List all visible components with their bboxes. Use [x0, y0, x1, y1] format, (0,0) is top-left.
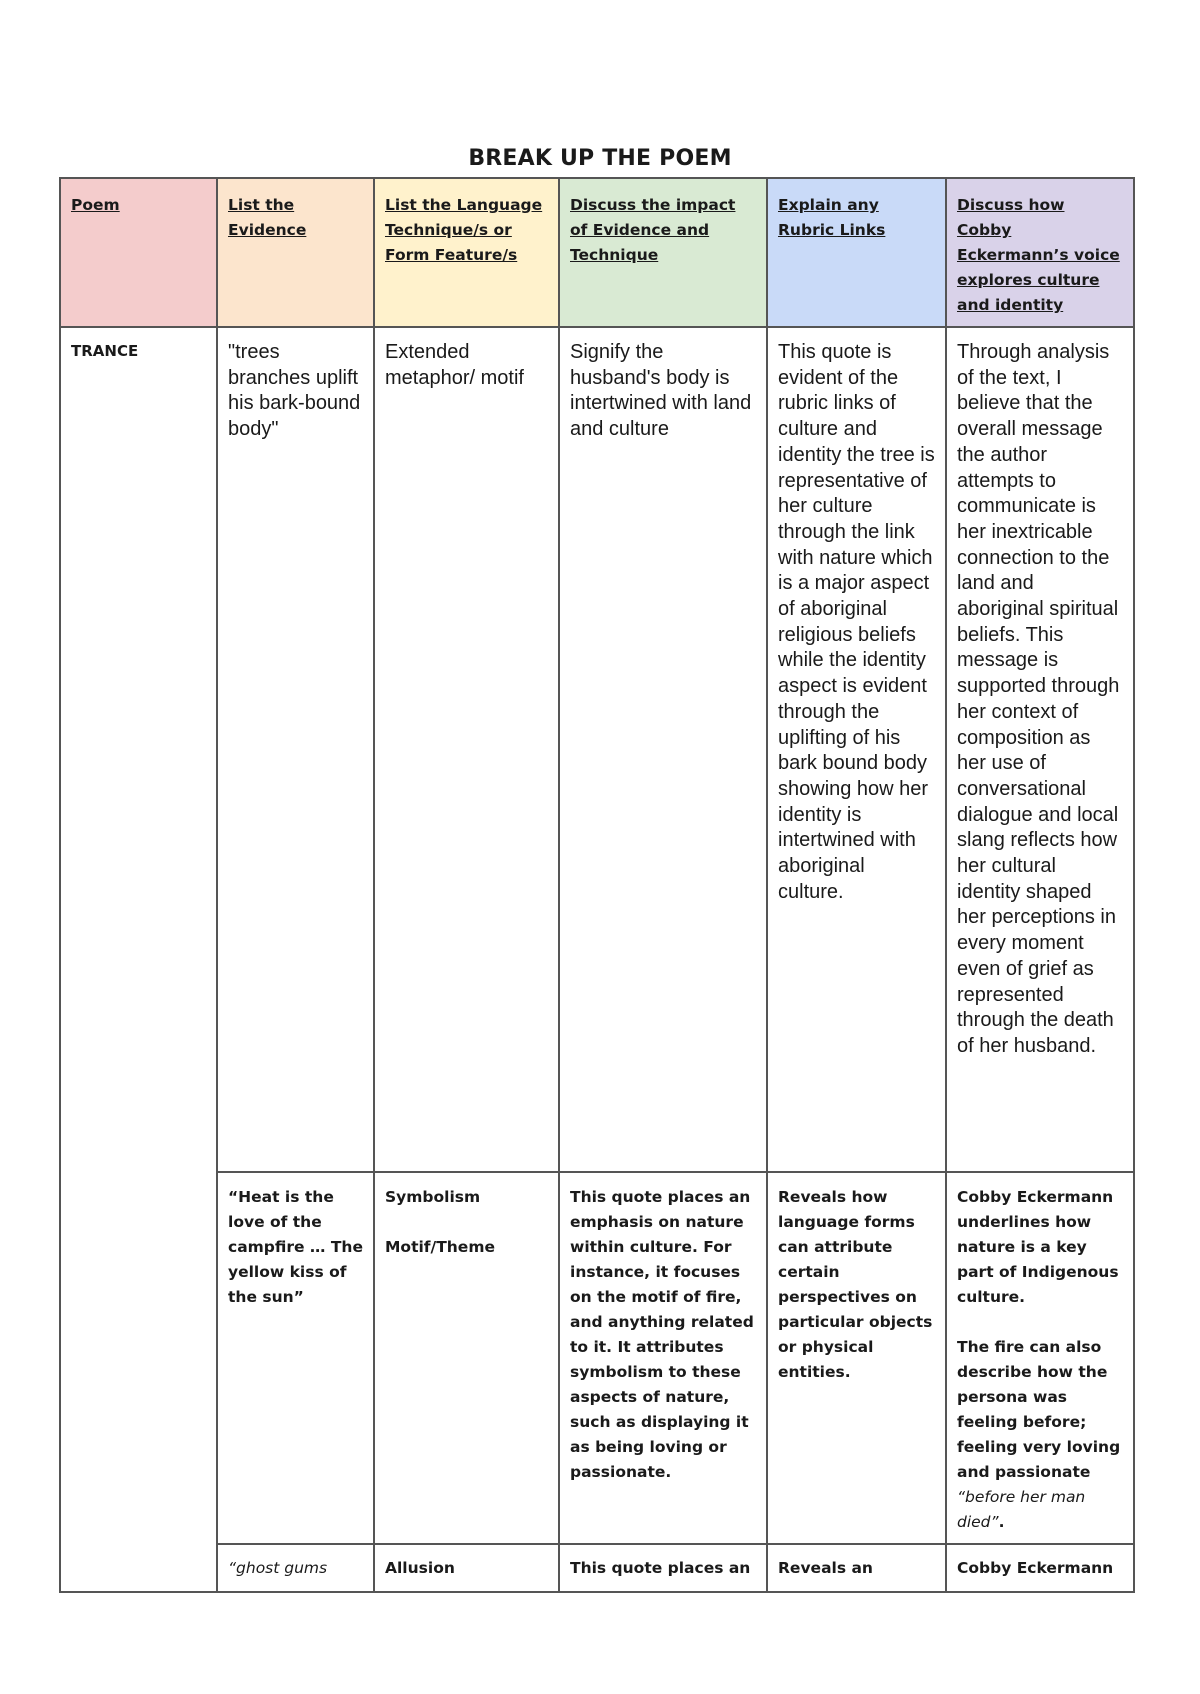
- evidence-cell: "trees branches uplift his bark-bound body": [217, 327, 374, 1172]
- header-rubric: Explain any Rubric Links: [767, 178, 946, 327]
- header-impact: Discuss the impact of Evidence and Technique: [559, 178, 767, 327]
- evidence-text: “Heat is the love of the campfire … The yellow kiss of the sun”: [228, 1188, 363, 1306]
- voice-quote: “before her man died”: [957, 1488, 1086, 1531]
- voice-cell: Cobby Eckermann: [946, 1544, 1134, 1592]
- technique-text: Symbolism: [385, 1188, 481, 1206]
- header-evidence: List the Evidence: [217, 178, 374, 327]
- evidence-text: “ghost gums: [228, 1559, 328, 1577]
- poem-analysis-table: [59, 177, 1135, 1593]
- table-header-row: [60, 178, 1134, 327]
- voice-cell: [946, 1172, 1134, 1544]
- table-row: [60, 327, 1134, 1172]
- voice-cell: Through analysis of the text, I believe that the overall message the author attempts to communicate is her inextricable connection to the land and aboriginal spiritual beliefs. This message is supported through her context of composition as her use of conversational dialogue and local slang reflects how her cultural identity shaped her perceptions in every moment even of grief as represented through the death of her husband.: [946, 327, 1134, 1172]
- rubric-text: Reveals how language forms can attribute certain perspectives on particular objects or physical entities.: [778, 1188, 933, 1381]
- header-poem: Poem: [60, 178, 217, 327]
- voice-text: [957, 1335, 1123, 1535]
- table-row: [60, 1172, 1134, 1544]
- rubric-cell: Reveals an: [767, 1544, 946, 1592]
- evidence-cell: [217, 1172, 374, 1544]
- technique-cell: Allusion: [374, 1544, 559, 1592]
- voice-text-end: .: [998, 1513, 1005, 1531]
- voice-text-main: The fire can also describe how the persona was feeling before; feeling very loving and passionate: [957, 1338, 1121, 1481]
- impact-cell: This quote places an: [559, 1544, 767, 1592]
- table-row: [60, 1544, 1134, 1592]
- rubric-cell: This quote is evident of the rubric links of culture and identity the tree is representative of her culture through the link with nature which is a major aspect of aboriginal religious beliefs while the identity aspect is evident through the uplifting of his bark bound body showing how her identity is intertwined with aboriginal culture.: [767, 327, 946, 1172]
- impact-text: This quote places an emphasis on nature within culture. For instance, it focuses on the motif of fire, and anything related to it. It attributes symbolism to these aspects of nature, such as displaying it as being loving or passionate.: [570, 1188, 754, 1481]
- impact-cell: [559, 1172, 767, 1544]
- header-voice: Discuss how Cobby Eckermann’s voice explores culture and identity: [946, 178, 1134, 327]
- page-title: BREAK UP THE POEM: [468, 146, 732, 171]
- technique-text: Motif/Theme: [385, 1238, 495, 1256]
- technique-cell: [374, 1172, 559, 1544]
- header-technique: List the Language Technique/s or Form Feature/s: [374, 178, 559, 327]
- rubric-cell: [767, 1172, 946, 1544]
- evidence-cell: [217, 1544, 374, 1592]
- poem-name-cell: TRANCE: [60, 327, 217, 1592]
- impact-cell: Signify the husband's body is intertwined with land and culture: [559, 327, 767, 1172]
- technique-cell: Extended metaphor/ motif: [374, 327, 559, 1172]
- voice-text: Cobby Eckermann underlines how nature is a key part of Indigenous culture.: [957, 1188, 1119, 1306]
